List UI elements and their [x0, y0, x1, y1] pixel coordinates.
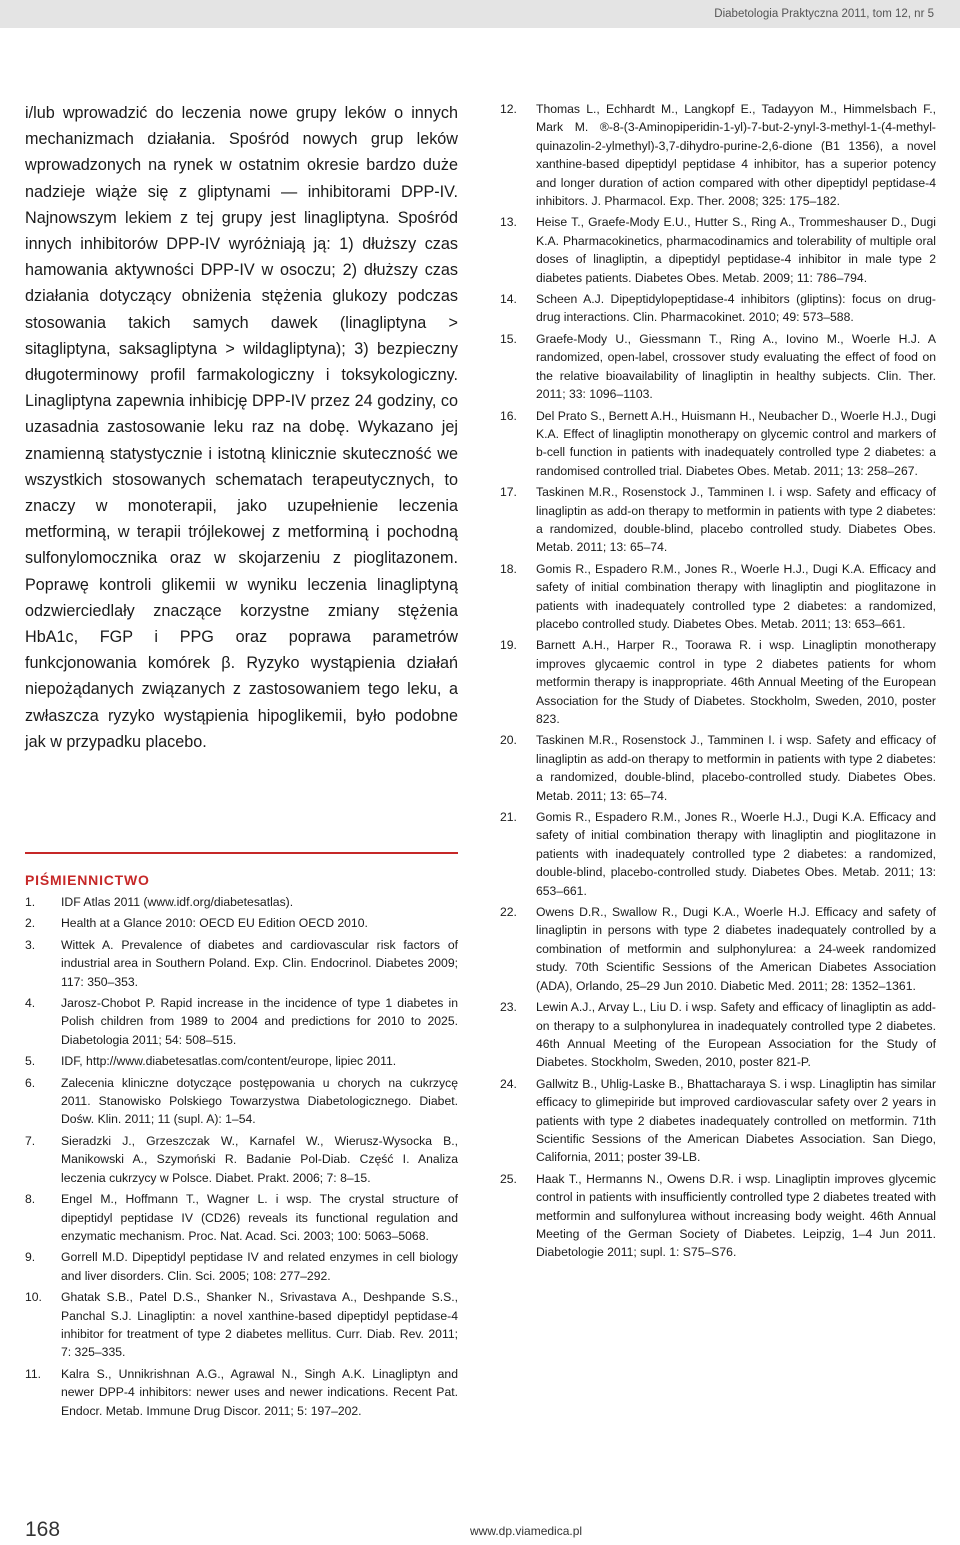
reference-item — [25, 1132, 458, 1187]
reference-item — [25, 914, 458, 932]
reference-text: Lewin A.J., Arvay L., Liu D. i wsp. Safety and efficacy of linagliptin as add-on therapy to a sulphonylurea in inadequately controlled type 2 diabetes. 46th Annual Meeting of the European Association for the Study of Diabetes. Stockholm, Sweden, 2010, poster 821-P. — [536, 1000, 936, 1070]
reference-number: 16. — [500, 408, 517, 423]
reference-number: 5. — [25, 1054, 36, 1069]
reference-number: 2. — [25, 916, 36, 931]
reference-text: Gomis R., Espadero R.M., Jones R., Woerle H.J., Dugi K.A. Efficacy and safety of initial combination therapy with linagliptin and pioglitazone in patients with inadequately controlled type 2 diabetes: a randomized, double-blind, placebo-controlled study. Diabetes Obes. Metab. 2011; 13: 653–661. — [536, 810, 936, 898]
reference-text: Ghatak S.B., Patel D.S., Shanker N., Srivastava A., Deshpande S.S., Panchal S.J. Linagliptin: a novel xanthine-based dipeptidyl peptidase-4 inhibitor for treatment of type 2 diabetes mellitus. Curr. Diab. Rev. 2011; 7: 325–335. — [61, 1290, 458, 1360]
reference-text: Heise T., Graefe-Mody E.U., Hutter S., Ring A., Trommeshauser D., Dugi K.A. Pharmacokinetics, pharmacodinamics and tolerability of multiple oral doses of linagliptin, a dipeptidyl peptidase-4 inhibitor in male type 2 diabetes patients. Diabetes Obes. Metab. 2009; 11: 786–794. — [536, 215, 936, 285]
reference-number: 15. — [500, 331, 517, 346]
reference-text: Haak T., Hermanns N., Owens D.R. i wsp. Linagliptin improves glycemic control in patients with insufficiently controlled type 2 diabetes treated with metformin and sulfonylurea without increasing body weight. 46th Annual Meeting of the German Society of Diabetes. Leipzig, 1–4 Jun 2011. Diabetologie 2011; supl. 1: S75–S76. — [536, 1171, 936, 1260]
reference-item — [500, 213, 936, 287]
reference-number: 3. — [25, 937, 36, 952]
reference-number: 21. — [500, 810, 517, 825]
reference-item — [500, 1170, 936, 1262]
reference-number: 17. — [500, 485, 517, 500]
references-heading: PIŚMIENNICTWO — [25, 872, 150, 888]
reference-item — [25, 936, 458, 991]
reference-text: Health at a Glance 2010: OECD EU Edition OECD 2010. — [61, 916, 368, 931]
reference-text: IDF, http://www.diabetesatlas.com/content/europe, lipiec 2011. — [61, 1054, 397, 1069]
left-column — [25, 100, 458, 755]
page-number: 168 — [25, 1518, 61, 1541]
reference-number: 10. — [25, 1290, 42, 1305]
reference-text: Engel M., Hoffmann T., Wagner L. i wsp. The crystal structure of dipeptidyl peptidase IV (CD26) reveals its functional regulation and enzymatic mechanism. Proc. Nat. Acad. Sci. 2003; 100: 5063–5068. — [61, 1192, 458, 1243]
reference-number: 19. — [500, 638, 517, 653]
reference-number: 18. — [500, 561, 517, 576]
reference-text: Thomas L., Echhardt M., Langkopf E., Tadayyon M., Himmelsbach F., Mark M. ®-8-(3-Aminopiperidin-1-yl)-7-but-2-ynyl-3-methyl-1-(4-methyl-quinazolin-2-ylmethyl)-3,7-dihydro-purine-2,6-dione (B1 1356), a novel xanthine-based dipeptidyl peptidase 4 inhibitor, has a superior potency and longer duration of action compared with other dipeptidyl peptidase-4 inhibitors. J. Pharmacol. Exp. Ther. 2008; 325: 175–182. — [536, 102, 936, 209]
reference-item — [500, 636, 936, 728]
right-column — [500, 100, 936, 1265]
reference-text: Gorrell M.D. Dipeptidyl peptidase IV and related enzymes in cell biology and liver disorders. Clin. Sci. 2005; 108: 277–292. — [61, 1250, 458, 1283]
reference-text: Del Prato S., Bernett A.H., Huismann H., Neubacher D., Woerle H.J., Dugi K.A. Effect of linagliptin monotherapy on glycemic control and markers of b-cell function in patients with inadequately controlled type 2 diabetes: a randomised controlled trial. Diabetes Obes. Metab. 2011; 13: 258–267. — [536, 408, 936, 478]
reference-number: 23. — [500, 1000, 517, 1015]
reference-item — [500, 330, 936, 404]
reference-item — [500, 808, 936, 900]
reference-text: Barnett A.H., Harper R., Toorawa R. i wsp. Linagliptin monotherapy improves glycaemic control in type 2 diabetes patients for whom metformin therapy is inappropriate. 46th Annual Meeting of the European Association for the Study of Diabetes. Stockholm, Sweden, 2010, poster 823. — [536, 638, 936, 726]
references-left-column — [25, 893, 458, 1423]
reference-text: Taskinen M.R., Rosenstock J., Tamminen I. i wsp. Safety and efficacy of linagliptin as add-on therapy to metformin in patients with type 2 diabetes: a randomized, double-blind, placebo-controlled study. Diabetes Obes. Metab. 2011; 13: 65–74. — [536, 733, 936, 803]
reference-item — [25, 1052, 458, 1070]
reference-number: 20. — [500, 733, 517, 748]
reference-item — [25, 994, 458, 1049]
reference-text: Gomis R., Espadero R.M., Jones R., Woerle H.J., Dugi K.A. Efficacy and safety of initial combination therapy with linagliptin and pioglitazone in patients with inadequately controlled type 2 diabetes: a randomized, placebo controlled study. Diabetes Obes. Metab. 2011; 13: 653–661. — [536, 561, 936, 631]
reference-text: Wittek A. Prevalence of diabetes and cardiovascular risk factors of industrial area in Southern Poland. Exp. Clin. Endocrinol. Diabetes 2009; 117: 350–353. — [61, 937, 458, 989]
reference-number: 12. — [500, 102, 517, 116]
reference-item — [25, 1074, 458, 1129]
reference-item — [500, 483, 936, 557]
section-divider — [25, 852, 458, 854]
reference-text: Sieradzki J., Grzeszczak W., Karnafel W., Wierusz-Wysocka B., Manikowski A., Szymoński R. Badanie Pol-Diab. Część I. Analiza leczenia cukrzycy w Polsce. Diabet. Prakt. 2006; 7: 8–15. — [61, 1133, 458, 1185]
reference-number: 4. — [25, 996, 36, 1011]
reference-item — [500, 560, 936, 634]
footer-url[interactable]: www.dp.viamedica.pl — [470, 1524, 583, 1538]
reference-item — [25, 893, 458, 911]
reference-number: 7. — [25, 1133, 36, 1148]
references-list-left — [25, 893, 458, 1420]
reference-item — [500, 903, 936, 995]
reference-number: 25. — [500, 1171, 517, 1186]
reference-item — [25, 1190, 458, 1245]
reference-item — [500, 407, 936, 481]
reference-text: Kalra S., Unnikrishnan A.G., Agrawal N., Singh A.K. Linagliptyn and newer DPP-4 inhibitors: newer uses and newer indications. Recent Pat. Endocr. Metab. Immune Drug Discor. 2011; 5: 197–202. — [61, 1366, 458, 1418]
reference-item — [500, 290, 936, 327]
reference-item — [500, 998, 936, 1072]
reference-number: 11. — [25, 1366, 42, 1381]
reference-number: 24. — [500, 1076, 517, 1091]
references-list-right — [500, 100, 936, 1262]
reference-text: Jarosz-Chobot P. Rapid increase in the incidence of type 1 diabetes in Polish children from 1989 to 2004 and predictions for 2010 to 2025. Diabetologia 2011; 54: 508–515. — [61, 996, 458, 1047]
reference-text: Zalecenia kliniczne dotyczące postępowania u chorych na cukrzycę 2011. Stanowisko Polskiego Towarzystwa Diabetologicznego. Diabet. Dośw. Klin. 2011; 11 (supl. A): 1–54. — [61, 1075, 458, 1127]
reference-item — [500, 100, 936, 210]
reference-text: Graefe-Mody U., Giessmann T., Ring A., Iovino M., Woerle H.J. A randomized, open-label, crossover study evaluating the effect of food on the relative bioavailability of linagliptin in healthy subjects. Clin. Ther. 2011; 33: 1096–1103. — [536, 331, 936, 402]
body-text — [25, 100, 458, 755]
reference-text: Owens D.R., Swallow R., Dugi K.A., Woerle H.J. Efficacy and safety of linagliptin in persons with type 2 diabetes inadequately controlled by a combination of metformin and sulphonylurea: a 24-week randomized study. 70th Scientific Sessions of the American Diabetes Association (ADA), Orlando, 25–29 Jun 2010. Diabetic Med. 2011; 28: 1352–1361. — [536, 905, 936, 993]
reference-text: Taskinen M.R., Rosenstock J., Tamminen I. i wsp. Safety and efficacy of linagliptin as add-on therapy to metformin in patients with type 2 diabetes: a randomized, double-blind, placebo controlled study. Diabetes Obes. Metab. 2011; 13: 65–74. — [536, 485, 936, 555]
reference-number: 8. — [25, 1192, 36, 1207]
reference-number: 9. — [25, 1250, 36, 1265]
running-head: Diabetologia Praktyczna 2011, tom 12, nr 5 — [0, 0, 960, 28]
reference-item — [25, 1365, 458, 1420]
reference-number: 6. — [25, 1075, 36, 1090]
reference-number: 1. — [25, 895, 36, 909]
reference-item — [500, 1075, 936, 1167]
reference-item — [25, 1288, 458, 1362]
reference-number: 13. — [500, 215, 517, 230]
reference-item — [500, 731, 936, 805]
reference-text: Scheen A.J. Dipeptidylopeptidase-4 inhibitors (gliptins): focus on drug-drug interactions. Clin. Pharmacokinet. 2010; 49: 573–588. — [536, 292, 936, 325]
reference-text: IDF Atlas 2011 (www.idf.org/diabetesatlas). — [61, 895, 294, 909]
reference-text: Gallwitz B., Uhlig-Laske B., Bhattacharaya S. i wsp. Linagliptin has similar efficacy to glimepiride but improved cardiovascular safety over 2 years in patients with type 2 diabetes inadequately controlled on metformin. 71th Scientific Sessions of the American Diabetes Association. San Diego, California, 2011; poster 39-LB. — [536, 1076, 936, 1165]
reference-item — [25, 1248, 458, 1285]
reference-number: 14. — [500, 292, 517, 307]
body-paragraph: i/lub wprowadzić do leczenia nowe grupy leków o innych mechanizmach działania. Spośród nowych grup leków wprowadzonych na rynek w ostatnim okresie bardzo duże nadzieje wiąże się z gliptynami — inhibitorami DPP-IV. Najnowszym lekiem z tej grupy jest linagliptyna. Spośród innych inhibitorów DPP-IV wyróżniają ją: 1) dłuższy czas hamowania aktywności DPP-IV w osoczu; 2) dłuższy czas działania dotyczący obniżenia stężenia glukozy podczas stosowania takich samych dawek (linagliptyna > sitagliptyna, saksagliptyna > wildagliptyna); 3) bezpieczny długoterminowy profil farmakologiczny i toksykologiczny. Linagliptyna zapewnia inhibicję DPP-IV przez 24 godziny, co uzasadnia zastosowanie leku raz na dobę. Wykazano jej znamienną statystycznie i istotną klinicznie skuteczność we wszystkich stosowanych schematach terapeutycznych, to znaczy w monoterapii, jako uzupełnienie leczenia metforminą, w terapii trójlekowej z metforminą i pochodną sulfonylomocznika oraz w skojarzeniu z pioglitazonem. Poprawę kontroli glikemii w wyniku leczenia linagliptyną odzwierciedlały znaczące korzystne zmiany stężenia HbA1c, FGP i PPG oraz poprawa parametrów funkcjonowania komórek β. Ryzyko wystąpienia działań niepożądanych związanych z zastosowaniem tego leku, a zwłaszcza ryzyko wystąpienia hipoglikemii, było podobne jak w przypadku placebo. — [25, 104, 458, 751]
reference-number: 22. — [500, 905, 517, 920]
